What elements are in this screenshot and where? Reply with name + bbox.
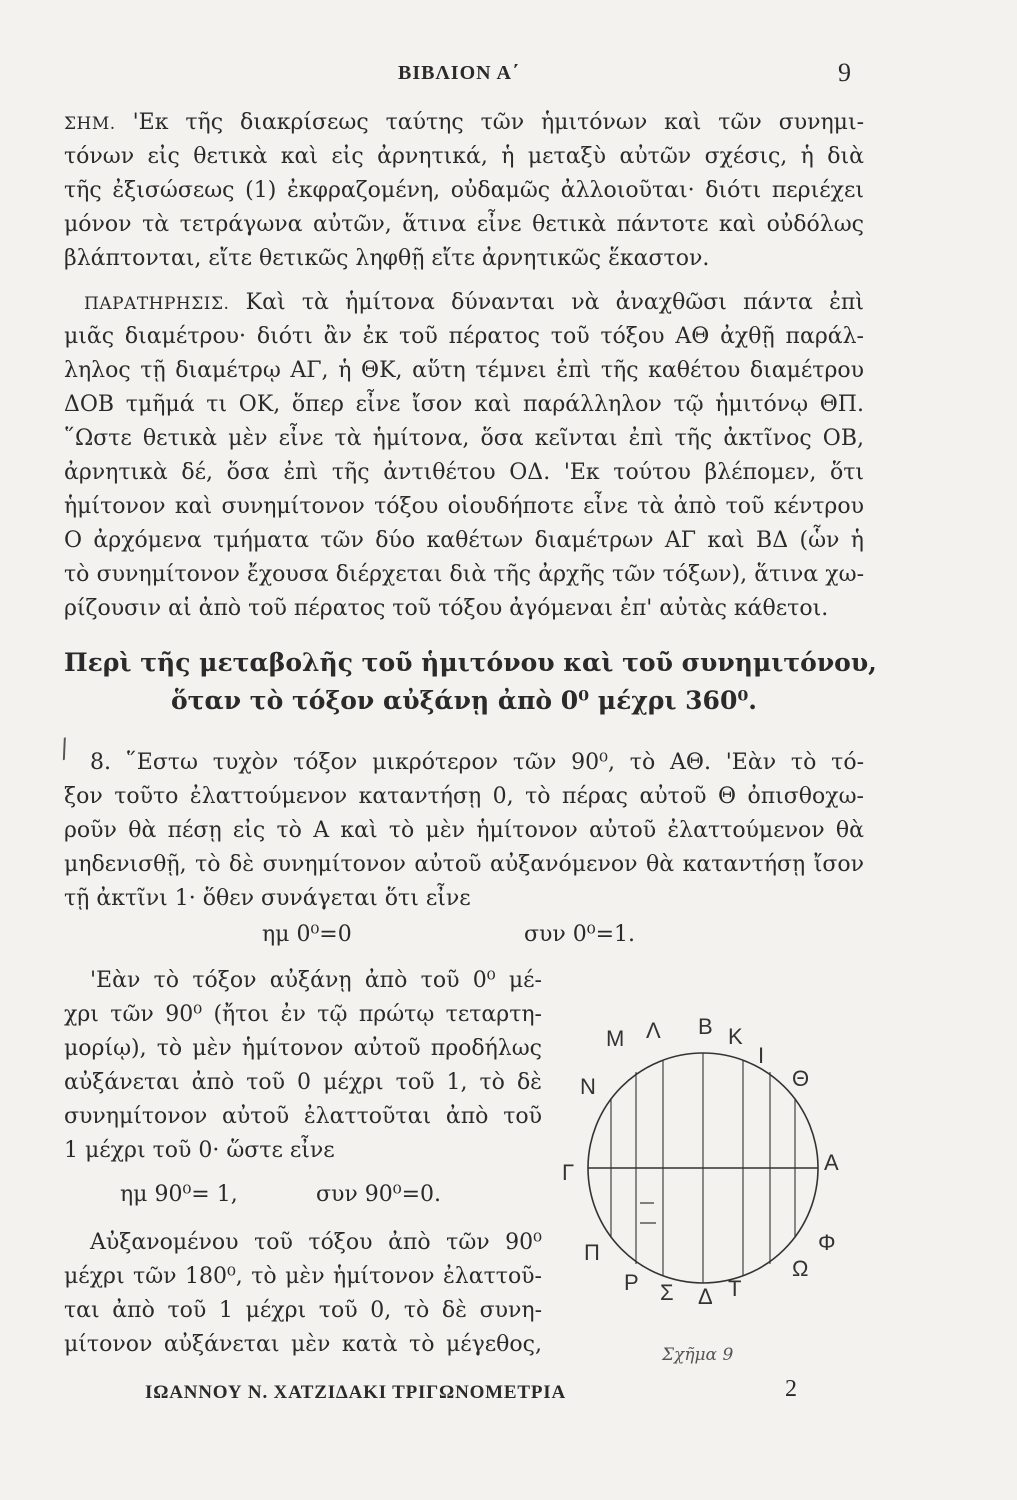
remark-line-8: Ο ἀρχόμενα τμήματα τῶν δύο καθέτων διαμέτρων ΑΓ καὶ ΒΔ (ὧν ἡ (64, 528, 864, 553)
para8-line-1: 8. ῞Εστω τυχὸν τόξον μικρότερον τῶν 90⁰, τὸ ΑΘ. 'Εὰν τὸ τό- (90, 750, 864, 775)
para8-line-3: ροῦν θὰ πέσῃ εἰς τὸ Α καὶ τὸ μὲν ἡμίτονον αὐτοῦ ἐλαττούμενον θὰ (64, 818, 864, 843)
para8-narrow-6: 1 μέχρι τοῦ 0· ὥστε εἶνε (64, 1138, 335, 1163)
para8-narrow-3: μορίῳ), τὸ μὲν ἡμίτονον αὐτοῦ προδήλως (64, 1036, 542, 1061)
fig-label-I: Ι (758, 1043, 765, 1068)
remark-text: Καὶ τὰ ἡμίτονα δύνανται νὰ ἀναχθῶσι πάντα ἐπὶ (245, 290, 865, 315)
note-text: 'Εκ τῆς διακρίσεως ταύτης τῶν ἡμιτόνων καὶ τῶν συνημι- (132, 110, 864, 135)
note-line-5: βλάπτονται, εἴτε θετικῶς ληφθῇ εἴτε ἀρνητικῶς ἕκαστον. (64, 246, 710, 271)
formula-cos-90: συν 90⁰=0. (316, 1182, 441, 1207)
figure-9-diagram (548, 1018, 858, 1318)
fig-label-S: Σ (660, 1280, 674, 1305)
formula-cos-0: συν 0⁰=1. (524, 922, 635, 947)
fig-label-L: Λ (646, 1018, 661, 1043)
para8-narrow-1: 'Εὰν τὸ τόξον αὐξάνῃ ἀπὸ τοῦ 0⁰ μέ- (90, 968, 542, 993)
fig-label-M: Μ (606, 1026, 625, 1051)
page-number: 9 (838, 58, 851, 87)
para8-narrow-2: χρι τῶν 90⁰ (ἤτοι ἐν τῷ πρώτῳ τεταρτη- (64, 1002, 542, 1027)
remark-line-5: ῞Ωστε θετικὰ μὲν εἶνε τὰ ἡμίτονα, ὅσα κεῖνται ἐπὶ τῆς ἀκτῖνος ΟΒ, (64, 426, 864, 451)
fig-label-D: Δ (698, 1284, 713, 1309)
remark-line-2: μιᾶς διαμέτρου· διότι ἂν ἐκ τοῦ πέρατος τοῦ τόξου ΑΘ ἀχθῇ παράλ- (64, 324, 864, 349)
note-line-1 (64, 108, 864, 139)
para8-narrow2-1: Αὐξανομένου τοῦ τόξου ἀπὸ τῶν 90⁰ (90, 1230, 542, 1255)
para8-line-4: μηδενισθῇ, τὸ δὲ συνημίτονον αὐτοῦ αὐξανόμενον θὰ καταντήσῃ ἴσον (64, 852, 864, 877)
fig-label-A: Α (824, 1150, 839, 1175)
fig-label-N: Ν (580, 1074, 596, 1099)
remark-line-3: ληλος τῇ διαμέτρῳ ΑΓ, ἡ ΘΚ, αὕτη τέμνει ἐπὶ τῆς καθέτου διαμέτρου (64, 358, 864, 383)
para8-line-2: ξον τοῦτο ἐλαττούμενον καταντήσῃ 0, τὸ πέρας αὐτοῦ Θ ὀπισθοχω- (64, 784, 864, 809)
note-line-2: τόνων εἰς θετικὰ καὶ εἰς ἀρνητικά, ἡ μεταξὺ αὐτῶν σχέσις, ἡ διὰ (64, 144, 864, 169)
footer-text: ΙΩΑΝΝΟΥ Ν. ΧΑΤΖΙΔΑΚΙ ΤΡΙΓΩΝΟΜΕΤΡΙΑ (145, 1382, 566, 1403)
fig-label-Th: Θ (792, 1066, 810, 1091)
fig-label-T: Τ (728, 1276, 742, 1301)
remark-line-4: ΔΟΒ τμῆμά τι ΟΚ, ὅπερ εἶνε ἴσον καὶ παράλληλον τῷ ἡμιτόνῳ ΘΠ. (64, 392, 864, 417)
note-line-3: τῆς ἐξισώσεως (1) ἐκφραζομένη, οὐδαμῶς ἀλλοιοῦται· διότι περιέχει (64, 178, 864, 203)
fig-label-P: Π (584, 1240, 600, 1265)
note-line-4: μόνον τὰ τετράγωνα αὐτῶν, ἅτινα εἶνε θετικὰ πάντοτε καὶ οὐδόλως (64, 212, 864, 237)
fig-label-G: Γ (562, 1160, 575, 1185)
fig-label-K: Κ (728, 1024, 743, 1049)
para8-line-5: τῇ ἀκτῖνι 1· ὅθεν συνάγεται ὅτι εἶνε (64, 886, 471, 911)
fig-label-O: Ω (792, 1256, 809, 1281)
para8-narrow-5: συνημίτονον αὐτοῦ ἐλαττοῦται ἀπὸ τοῦ (64, 1104, 542, 1129)
section-heading-line-1: Περὶ τῆς μεταβολῆς τοῦ ἡμιτόνου καὶ τοῦ συνημιτόνου, (64, 648, 877, 677)
para8-narrow2-2: μέχρι τῶν 180⁰, τὸ μὲν ἡμίτονον ἐλαττοῦ- (64, 1264, 542, 1289)
para8-narrow-4: αὐξάνεται ἀπὸ τοῦ 0 μέχρι τοῦ 1, τὸ δὲ (64, 1070, 542, 1095)
remark-line-6: ἀρνητικὰ δέ, ὅσα ἐπὶ τῆς ἀντιθέτου ΟΔ. 'Εκ τούτου βλέπομεν, ὅτι (64, 460, 864, 485)
fig-label-Ph: Φ (818, 1230, 836, 1255)
remark-line-9: τὸ συνημίτονον ἔχουσα διέρχεται διὰ τῆς ἀρχῆς τῶν τόξων), ἅτινα χω- (64, 562, 864, 587)
note-label: ΣΗΜ. (64, 114, 116, 134)
remark-line-7: ἡμίτονον καὶ συνημίτονον τόξου οἱουδήποτε εἶνε τὰ ἀπὸ τοῦ κέντρου (64, 494, 864, 519)
fig-label-B: Β (698, 1018, 713, 1039)
remark-line-10: ρίζουσιν αἱ ἀπὸ τοῦ πέρατος τοῦ τόξου ἀγόμεναι ἐπ' αὐτὰς κάθετοι. (64, 596, 829, 621)
fig-label-R: Ρ (624, 1270, 639, 1295)
figure-caption: Σχῆμα 9 (662, 1345, 734, 1365)
signature-mark: 2 (785, 1376, 797, 1402)
remark-label: ΠΑΡΑΤΗΡΗΣΙΣ. (84, 294, 230, 314)
para8-narrow2-3: ται ἀπὸ τοῦ 1 μέχρι τοῦ 0, τὸ δὲ συνη- (64, 1298, 542, 1323)
section-heading-line-2: ὅταν τὸ τόξον αὐξάνῃ ἀπὸ 0⁰ μέχρι 360⁰. (170, 686, 758, 715)
formula-sin-0: ημ 0⁰=0 (262, 922, 352, 947)
margin-pencil-mark: / (56, 733, 73, 765)
formula-sin-90: ημ 90⁰= 1, (120, 1182, 238, 1207)
para8-narrow2-4: μίτονον αὐξάνεται μὲν κατὰ τὸ μέγεθος, (64, 1332, 542, 1357)
running-head (0, 58, 1017, 92)
running-title: ΒΙΒΛΙΟΝ Α΄ (398, 62, 520, 84)
remark-line-1 (64, 288, 864, 319)
